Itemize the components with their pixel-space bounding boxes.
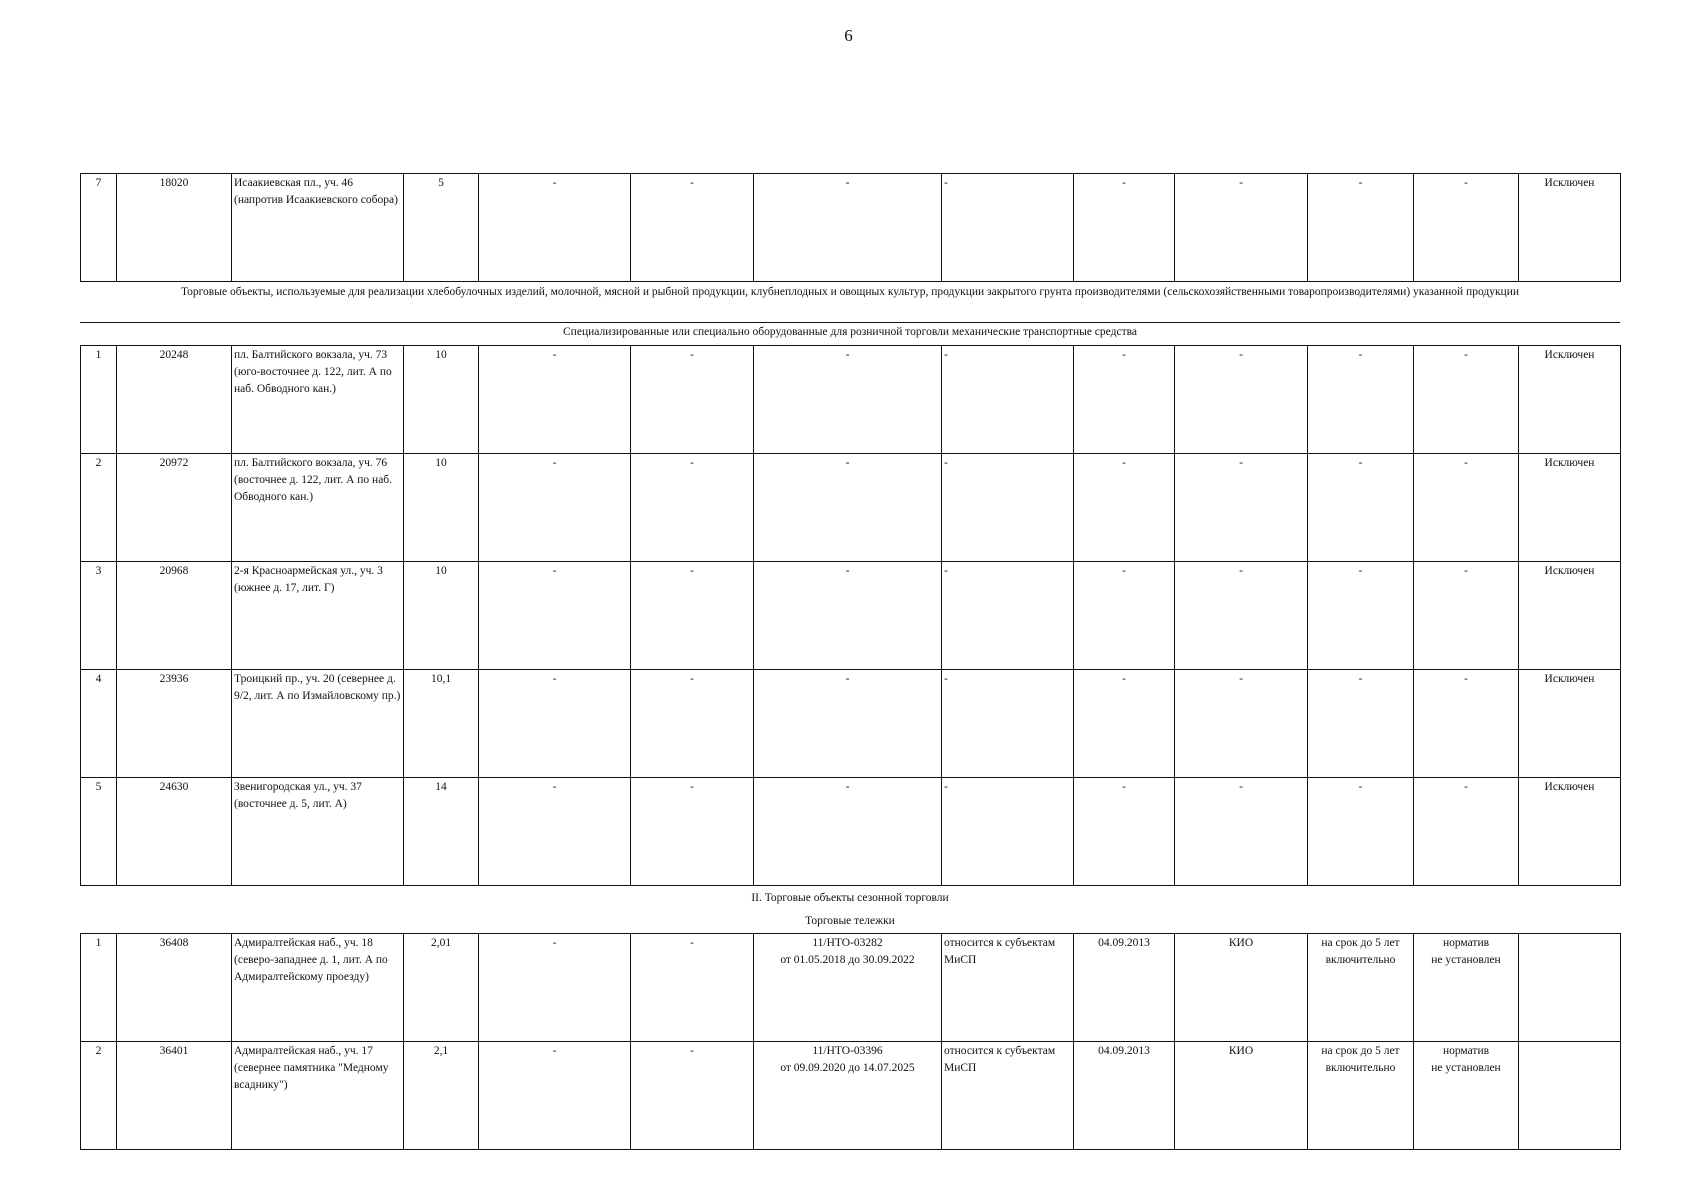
cell-c5: - xyxy=(479,346,631,454)
cell-c9: - xyxy=(1074,346,1175,454)
cell-c5: - xyxy=(479,454,631,562)
cell-c8: - xyxy=(942,346,1074,454)
cell-area: 10 xyxy=(404,454,479,562)
cell-c5: - xyxy=(479,562,631,670)
table-row xyxy=(81,778,1621,886)
cell-c12: - xyxy=(1414,174,1519,282)
cell-c10: - xyxy=(1175,562,1308,670)
cell-status: Исключен xyxy=(1519,778,1621,886)
cell-c9: 04.09.2013 xyxy=(1074,934,1175,1042)
cell-id: 20972 xyxy=(117,454,232,562)
cell-c7: - xyxy=(754,778,942,886)
cell-area: 5 xyxy=(404,174,479,282)
cell-area: 10 xyxy=(404,562,479,670)
cell-c5: - xyxy=(479,670,631,778)
cell-c12: - xyxy=(1414,670,1519,778)
cell-area: 14 xyxy=(404,778,479,886)
cell-c6: - xyxy=(631,1042,754,1150)
cell-c10: - xyxy=(1175,174,1308,282)
cell-n: 1 xyxy=(81,346,117,454)
cell-c7: - xyxy=(754,174,942,282)
carts-table xyxy=(80,933,1621,1150)
cell-c9: - xyxy=(1074,562,1175,670)
cell-c10: КИО xyxy=(1175,1042,1308,1150)
cell-c11: - xyxy=(1308,346,1414,454)
cell-c11: - xyxy=(1308,174,1414,282)
seasonal-caption: II. Торговые объекты сезонной торговли xyxy=(751,892,949,904)
cell-address: Звенигородская ул., уч. 37 (восточнее д. 5, лит. А) xyxy=(232,778,404,886)
cell-c12: - xyxy=(1414,454,1519,562)
cell-c11: - xyxy=(1308,778,1414,886)
cell-area: 2,01 xyxy=(404,934,479,1042)
cell-c8: - xyxy=(942,670,1074,778)
cell-c11: на срок до 5 лет включительно xyxy=(1308,934,1414,1042)
cell-area: 2,1 xyxy=(404,1042,479,1150)
cell-c6: - xyxy=(631,934,754,1042)
table-row xyxy=(81,670,1621,778)
table-row xyxy=(81,1042,1621,1150)
cell-n: 2 xyxy=(81,1042,117,1150)
table-row xyxy=(81,562,1621,670)
cell-status: Исключен xyxy=(1519,670,1621,778)
cell-status: Исключен xyxy=(1519,346,1621,454)
objects-table-part-1 xyxy=(80,173,1621,282)
cell-c8: - xyxy=(942,454,1074,562)
cell-c9: 04.09.2013 xyxy=(1074,1042,1175,1150)
cell-area: 10,1 xyxy=(404,670,479,778)
cell-c7: - xyxy=(754,562,942,670)
table-row xyxy=(81,454,1621,562)
cell-c12: норматив не установлен xyxy=(1414,934,1519,1042)
cell-c7: - xyxy=(754,346,942,454)
cell-c6: - xyxy=(631,454,754,562)
cell-n: 3 xyxy=(81,562,117,670)
cell-c9: - xyxy=(1074,670,1175,778)
cell-id: 20968 xyxy=(117,562,232,670)
products-caption: Торговые объекты, используемые для реализации хлебобулочных изделий, молочной, мясной и рыбной продукции, клубнеплодных и овощных культур, продукции закрытого грунта производителями (сельскохозяйственными товаропроизводителями) указанной продукции xyxy=(180,286,1520,298)
cell-c10: - xyxy=(1175,778,1308,886)
cell-c8: - xyxy=(942,174,1074,282)
cell-c6: - xyxy=(631,174,754,282)
table-row xyxy=(81,346,1621,454)
cell-address: 2-я Красноармейская ул., уч. 3 (южнее д. 17, лит. Г) xyxy=(232,562,404,670)
cell-c9: - xyxy=(1074,778,1175,886)
cell-c11: - xyxy=(1308,562,1414,670)
cell-id: 20248 xyxy=(117,346,232,454)
cell-n: 7 xyxy=(81,174,117,282)
cell-address: Адмиралтейская наб., уч. 17 (севернее памятника "Медному всаднику") xyxy=(232,1042,404,1150)
page-number: 6 xyxy=(844,26,853,45)
cell-c6: - xyxy=(631,670,754,778)
cell-c10: - xyxy=(1175,454,1308,562)
carts-caption: Торговые тележки xyxy=(805,915,895,927)
cell-c10: - xyxy=(1175,670,1308,778)
cell-address: Исаакиевская пл., уч. 46 (напротив Исаакиевского собора) xyxy=(232,174,404,282)
cell-c9: - xyxy=(1074,454,1175,562)
cell-c6: - xyxy=(631,562,754,670)
cell-c7: - xyxy=(754,670,942,778)
cell-address: Адмиралтейская наб., уч. 18 (северо-западнее д. 1, лит. А по Адмиралтейскому проезду) xyxy=(232,934,404,1042)
cell-c7: 11/НТО-03282 от 01.05.2018 до 30.09.2022 xyxy=(754,934,942,1042)
cell-c11: - xyxy=(1308,670,1414,778)
cell-c7: - xyxy=(754,454,942,562)
cell-id: 36408 xyxy=(117,934,232,1042)
cell-address: Троицкий пр., уч. 20 (севернее д. 9/2, лит. А по Измайловскому пр.) xyxy=(232,670,404,778)
cell-c9: - xyxy=(1074,174,1175,282)
table-row xyxy=(81,174,1621,282)
cell-status xyxy=(1519,934,1621,1042)
cell-n: 4 xyxy=(81,670,117,778)
cell-c8: относится к субъектам МиСП xyxy=(942,1042,1074,1150)
cell-id: 24630 xyxy=(117,778,232,886)
cell-address: пл. Балтийского вокзала, уч. 73 (юго-восточнее д. 122, лит. А по наб. Обводного кан.) xyxy=(232,346,404,454)
cell-c11: - xyxy=(1308,454,1414,562)
cell-n: 2 xyxy=(81,454,117,562)
cell-c12: норматив не установлен xyxy=(1414,1042,1519,1150)
cell-n: 5 xyxy=(81,778,117,886)
cell-id: 18020 xyxy=(117,174,232,282)
cell-c5: - xyxy=(479,174,631,282)
table-row xyxy=(81,934,1621,1042)
cell-c6: - xyxy=(631,346,754,454)
cell-area: 10 xyxy=(404,346,479,454)
cell-status: Исключен xyxy=(1519,562,1621,670)
cell-c12: - xyxy=(1414,562,1519,670)
cell-status: Исключен xyxy=(1519,454,1621,562)
cell-status: Исключен xyxy=(1519,174,1621,282)
cell-c5: - xyxy=(479,1042,631,1150)
cell-c7: 11/НТО-03396 от 09.09.2020 до 14.07.2025 xyxy=(754,1042,942,1150)
cell-c12: - xyxy=(1414,778,1519,886)
vehicles-caption: Специализированные или специально оборудованные для розничной торговли механические транспортные средства xyxy=(563,326,1137,338)
cell-address: пл. Балтийского вокзала, уч. 76 (восточнее д. 122, лит. А по наб. Обводного кан.) xyxy=(232,454,404,562)
cell-c11: на срок до 5 лет включительно xyxy=(1308,1042,1414,1150)
cell-status xyxy=(1519,1042,1621,1150)
cell-c10: - xyxy=(1175,346,1308,454)
cell-c10: КИО xyxy=(1175,934,1308,1042)
cell-c6: - xyxy=(631,778,754,886)
cell-c8: - xyxy=(942,778,1074,886)
cell-n: 1 xyxy=(81,934,117,1042)
cell-id: 23936 xyxy=(117,670,232,778)
vehicles-table xyxy=(80,345,1621,886)
cell-c8: относится к субъектам МиСП xyxy=(942,934,1074,1042)
cell-c8: - xyxy=(942,562,1074,670)
cell-c12: - xyxy=(1414,346,1519,454)
cell-c5: - xyxy=(479,778,631,886)
cell-c5: - xyxy=(479,934,631,1042)
section-divider xyxy=(80,322,1620,323)
cell-id: 36401 xyxy=(117,1042,232,1150)
